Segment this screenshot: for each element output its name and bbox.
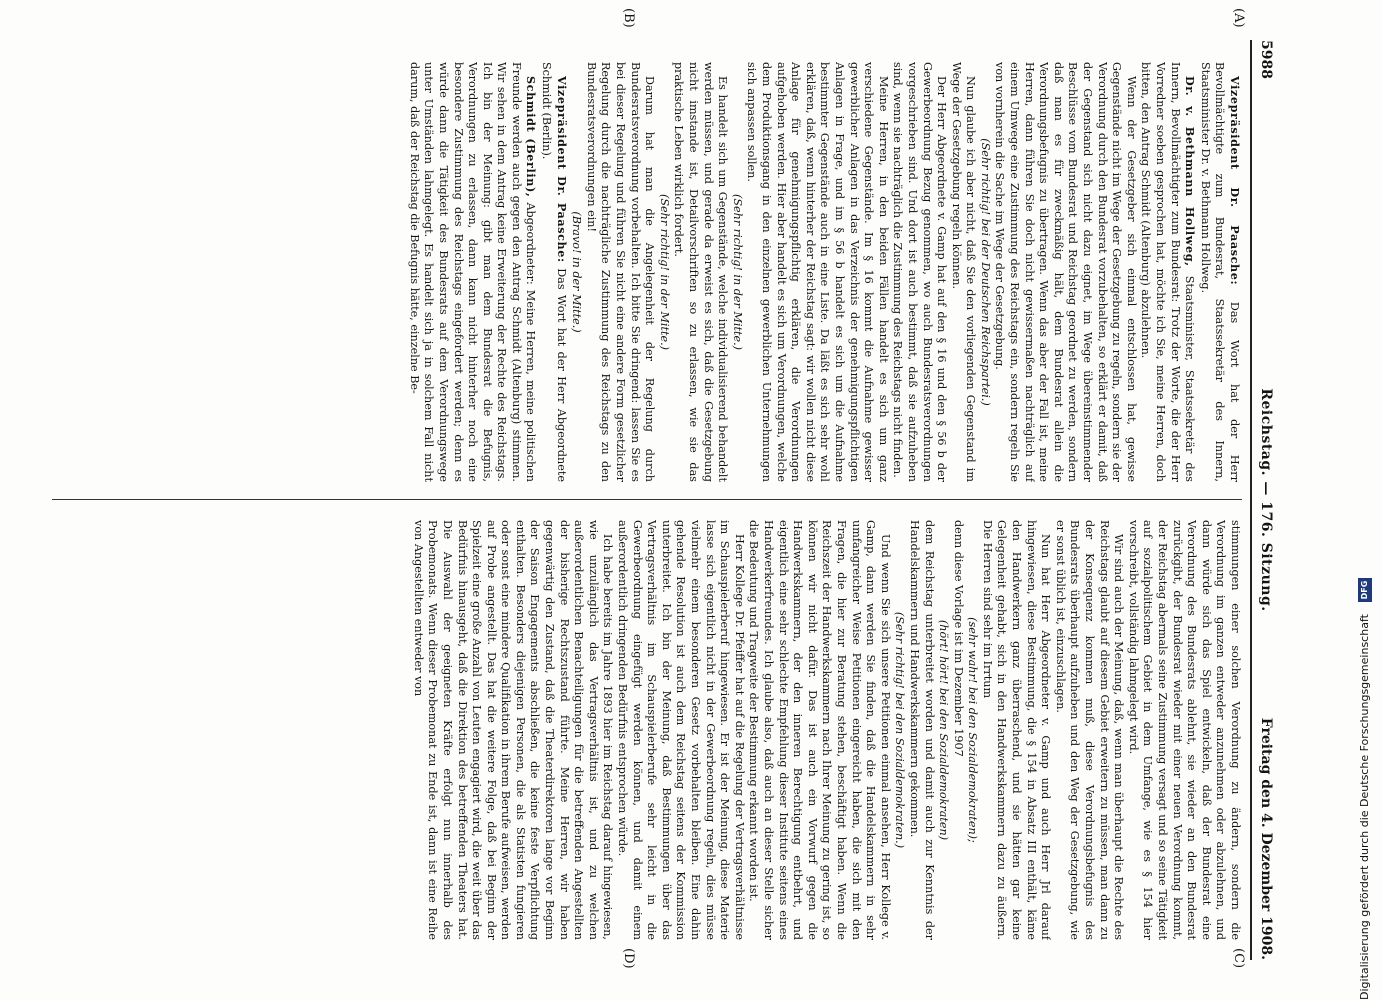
paragraph-text: Darum hat man die Angelegenheit der Regelung durch Bundesratsverordnung vorbehalten. Ich bitte Sie dringend: lassen Sie es bei dieser Regelung und führen Sie nicht eine andere Form gesetzlicher Regelung durch die nachträgliche Zustimmung des Reichstags zu den Bundesratsverordnungen ein! <box>584 62 657 482</box>
column-divider <box>52 499 1242 500</box>
dfg-logo: DFG <box>1358 578 1372 602</box>
paragraph <box>1197 62 1242 482</box>
paragraph <box>948 62 977 482</box>
paragraph-text: Das Wort hat der Herr Bevollmächtigte zum Bundesrat, Staatssekretär des Innern, Staatsminister Dr. v. Bethmann Hollweg. <box>1198 62 1241 482</box>
paragraph-text: Ich habe bereits im Jahre 1893 hier im Reichstag darauf hingewiesen, wie unzulänglich das Vertragsverhältnis ist, und zu welchen außerordentlichen Benachteiligungen für die betreffenden Angestellten der bisherige Rechtszustand führte. Meine Herren, wir haben gegenwärtig den Zustand, daß die Theaterdirektoren lange vor Beginn der Saison Engagements abschließen, die keine feste Verpflichtung enthalten. Besonders diejenigen Personen, die als Statisten fungieren oder sonst eine mindere Qualifikation in ihrem Berufe aufweisen, werden auf Probe angestellt. Das hat die weitere Folge, daß bei Beginn der Spielzeit eine große Anzahl von Leuten engagiert wird, die weit über das Bedürfnis hinausgeht, daß die Direktion des betreffenden Theaters hat. Die Auswahl der geeigneten Kräfte erfolgt nun innerhalb des Probemonats. Wenn dieser Probemonat zu Ende ist, dann ist eine Reihe von Angestellten entweder von <box>411 520 615 940</box>
speaker-name: Vizepräsident Dr. Paasche: <box>554 76 569 263</box>
page-title: Reichstag. — 176. Sitzung. <box>1258 388 1274 612</box>
interjection: (Sehr richtig! bei den Sozialdemokraten.) <box>893 611 907 849</box>
margin-marker-b: (B) <box>621 8 636 28</box>
paragraph <box>950 520 965 940</box>
text-column-left <box>52 62 1242 482</box>
paragraph-text: Der Herr Abgeordnete v. Gamp hat auf den § 16 und den § 56 b der Gewerbeordnung Bezug genommen, wo auch Bundesratsverordnungen vorgeschrieben sind. Und dort ist auch bestimmt, daß sie aufzuheben sind, wenn sie nachträglich die Zustimmung des Reichstags nicht finden. <box>891 62 949 482</box>
paragraph <box>1138 62 1197 482</box>
paragraph <box>671 62 729 482</box>
paragraph-text: Herr Kollege Dr. Pfeiffer hat auf die Regelung der Vertragsverhältnisse im Schauspielerberuf hingewiesen. Er ist der Meinung, diese Materie lasse sich eigentlich nicht in der Gewerbeordnung regeln, dies müsse vielmehr einem besonderen Gesetz vorbehalten bleiben. Eine dahin gehende Resolution ist auch dem Reichstag seitens der Kommission unterbreitet. Ich bin der Meinung, daß Bestimmungen über das Vertragsverhältnis im Schauspielerberufe sehr leicht in die Gewerbeordnung eingefügt werden können, und damit einem außerordentlich dringenden Bedürfnis entsprochen würde. <box>616 520 746 940</box>
paragraph <box>1052 520 1125 940</box>
digitization-footer <box>1342 0 1383 1000</box>
paragraph <box>992 62 1138 482</box>
paragraph <box>906 520 935 940</box>
margin-marker-d: (D) <box>621 948 636 969</box>
paragraph <box>890 62 948 482</box>
session-date: Freitag den 4. Dezember 1908. <box>1258 717 1274 960</box>
paragraph-text: Nun hat Herr Abgeordneter v. Gamp und auch Herr Jrl darauf hingewiesen, diese Bestimmung, die § 154 in Absatz III enthält, käme den Handwerkern ganz überraschend, und sie hätten gar keine Gelegenheit gehabt, sich in den Handwerkskammern dazu zu äußern. Die Herren sind sehr im Irrtum <box>980 520 1053 940</box>
speaker-name: Schmidt (Berlin), <box>524 76 539 198</box>
paragraph-text: denn diese Vorlage ist im Dezember 1907 <box>951 520 965 757</box>
page-number: 5988 <box>1258 40 1274 79</box>
funding-note: Digitalisierung gefördert durch die Deutsche Forschungsgemeinschaft <box>1358 614 1371 1000</box>
paragraph-text: Abgeordneter: Meine Herren, meine politischen Freunde werden auch gegen den Antrag Schmidt (Altenburg) stimmen. Wir sehen in dem Antrag keine Erweiterung der Rechte des Reichstags. Ich bin der Meinung: gibt man dem Bundesrat die Befugnis, Verordnungen zu erlassen, dann kann nicht hinterher noch eine besondere Zustimmung des Reichstags eingefordert werden; denn es würde dann die Tätigkeit des Bundesrats auf dem Verordnungswege unter Umständen lahmgelegt. Es handelt sich ja in solchem Fall nicht darum, daß der Reichstag die Befugnis hätte, einzelne Be- <box>407 62 538 482</box>
document-sheet <box>6 0 1296 1000</box>
interjection: (Sehr richtig! in der Mitte.) <box>730 193 744 351</box>
interjection: (Sehr richtig! bei der Deutschen Reichspartei.) <box>978 138 992 406</box>
paragraph-text: Und wenn Sie sich unsere Petitionen einmal ansehen, Herr Kollege v. Gamp, dann werden Sie finden, daß die Handelskammern in sehr umfangreicher Weise Petitionen eingereicht haben, die sich mit den Fragen, die hier zur Beratung stehen, beschäftigt haben. Wenn die Reichszeit der Handwerkskammern nach Ihrer Meinung zu gering ist, so können wir nicht dafür. Das ist auch ein Vorwurf gegen die Handwerkskammern, der den inneren Berechtigung entbehrt, und eigentlich eine sehr schlechte Empfehlung dieser Institute seitens eines Handwerkerfreundes. Ich glaube also, daß auch an dieser Stelle sicher die Bedeutung und Tragweite der Bestimmung erkannt worden ist. <box>747 520 892 940</box>
paragraph <box>539 62 569 482</box>
paragraph <box>1125 520 1242 940</box>
paragraph <box>410 520 614 940</box>
paragraph-text: Es handelt sich um Gegenstände, welche individualisierend behandelt werden müssen, und gerade da erweist es sich, daß die Gesetzgebung nicht imstande ist, Detailvorschriften so zu erlassen, wie sie das praktische Leben wirklich fordert. <box>672 62 730 482</box>
paragraph <box>979 520 1052 940</box>
paragraph-text: dem Reichstag unterbreitet worden und damit auch zur Kenntnis der Handelskammern und Handwerkskammern gekommen. <box>907 520 936 940</box>
interjection: (Bravo! in der Mitte.) <box>570 211 584 333</box>
paragraph-text: Wenn der Gesetzgeber sich einmal entschlossen hat, gewisse Gegenstände nicht im Wege der Gesetzgebung zu regeln, sondern sie der Verordnung durch den Bundesrat vorzubehalten, so erklärt er damit, daß der Gegenstand sich nicht dazu eignet, im Wege übereinstimmender Beschlüsse vom Bundesrat und Reichstag geordnet zu werden, sondern daß man es für zweckmäßig hält, dem Bundesrat allein die Verordnungsbefugnis zu übertragen. Wenn das aber der Fall ist, meine Herren, dann führen Sie doch nicht gewissermaßen nachträglich auf einem Umwege eine Zustimmung des Reichstags ein, sondern regeln Sie von vornherein die Sache im Wege der Gesetzgebung. <box>993 62 1138 482</box>
paragraph <box>746 520 892 940</box>
paragraph-text: Meine Herren, in den beiden Fällen handelt es sich um ganz verschiedene Gegenstände. Im § 16 kommt die Aufnahme gewisser gewerblicher Anlagen in das Verzeichnis der genehmigungspflichtigen Anlagen in Frage, und im § 56 b handelt es sich um die Aufnahme bestimmter Gegenstände auch in eine Liste. Da läßt es sich sehr wohl erklären, daß, wenn hinterher der Reichstag sagt: wir wollen nicht diese Anlage für genehmigungspflichtig erklären, die Verordnungen aufgehoben werden. Hier aber handelt es sich um Verordnungen, welche dem Produktionsgang in den einzelnen gewerblichen Unternehmungen sich anpassen sollen. <box>745 62 890 482</box>
interjection: (hört! hört! bei den Sozialdemokraten) <box>937 619 951 841</box>
paragraph-text: Nun glaube ich aber nicht, daß Sie den vorliegenden Gegenstand im Wege der Gesetzgebung regeln können. <box>949 62 978 482</box>
paragraph-text: Staatsminister, Staatssekretär des Innern, Bevollmächtigter zum Bundesrat: Trotz der Worte, die der Herr Vorredner soeben gesprochen hat, möchte ich Sie, meine Herren, doch bitten, den Antrag Schmidt (Altenburg) abzulehnen. <box>1139 62 1197 482</box>
paragraph-text: stimmungen einer solchen Verordnung zu ändern, sondern die Verordnung im ganzen entweder anzunehmen oder abzulehnen, und dann würde sich das Spiel entwickeln, daß der Bundesrat eine Verordnung des Bundesrats ablehnt, sie wieder an den Bundesrat zurückgibt, der Bundesrat wieder mit einer neuen Verordnung kommt, der Reichstag abermals seine Zustimmung versagt und so seine Tätigkeit auf sozialpolitischem Gebiet in dem Umfange, wie es § 154 hier vorschreibt, vollständig lahmgelegt wird. <box>1126 520 1242 940</box>
interjection: (Sehr richtig! in der Mitte.) <box>657 193 671 351</box>
speaker-name: Vizepräsident Dr. Paasche: <box>1228 76 1242 286</box>
margin-marker-a: (A) <box>1231 8 1246 28</box>
interjection: (sehr wahr! bei den Sozialdemokraten); <box>966 617 980 843</box>
text-column-right <box>52 520 1242 940</box>
paragraph-text: Wir sind auch der Meinung, daß, wenn man überhaupt die Rechte des Reichstags glaubt auf diesem Gebiet erweitern zu müssen, man dann zu der Konsequenz kommen muß, diese Verordnungsbefugnis des Bundesrats überhaupt aufzuheben und den Weg der Gesetzgebung, wie er sonst üblich ist, einzuschlagen. <box>1053 520 1126 940</box>
paragraph <box>744 62 890 482</box>
page-header <box>1250 40 1278 960</box>
margin-marker-c: (C) <box>1231 948 1246 969</box>
paragraph <box>583 62 656 482</box>
paragraph-text: Das Wort hat der Herr Abgeordnete Schmidt (Berlin). <box>540 62 568 482</box>
paragraph <box>406 62 538 482</box>
speaker-name: Dr. v. Bethmann Hollweg, <box>1183 76 1198 267</box>
paragraph <box>614 520 745 940</box>
